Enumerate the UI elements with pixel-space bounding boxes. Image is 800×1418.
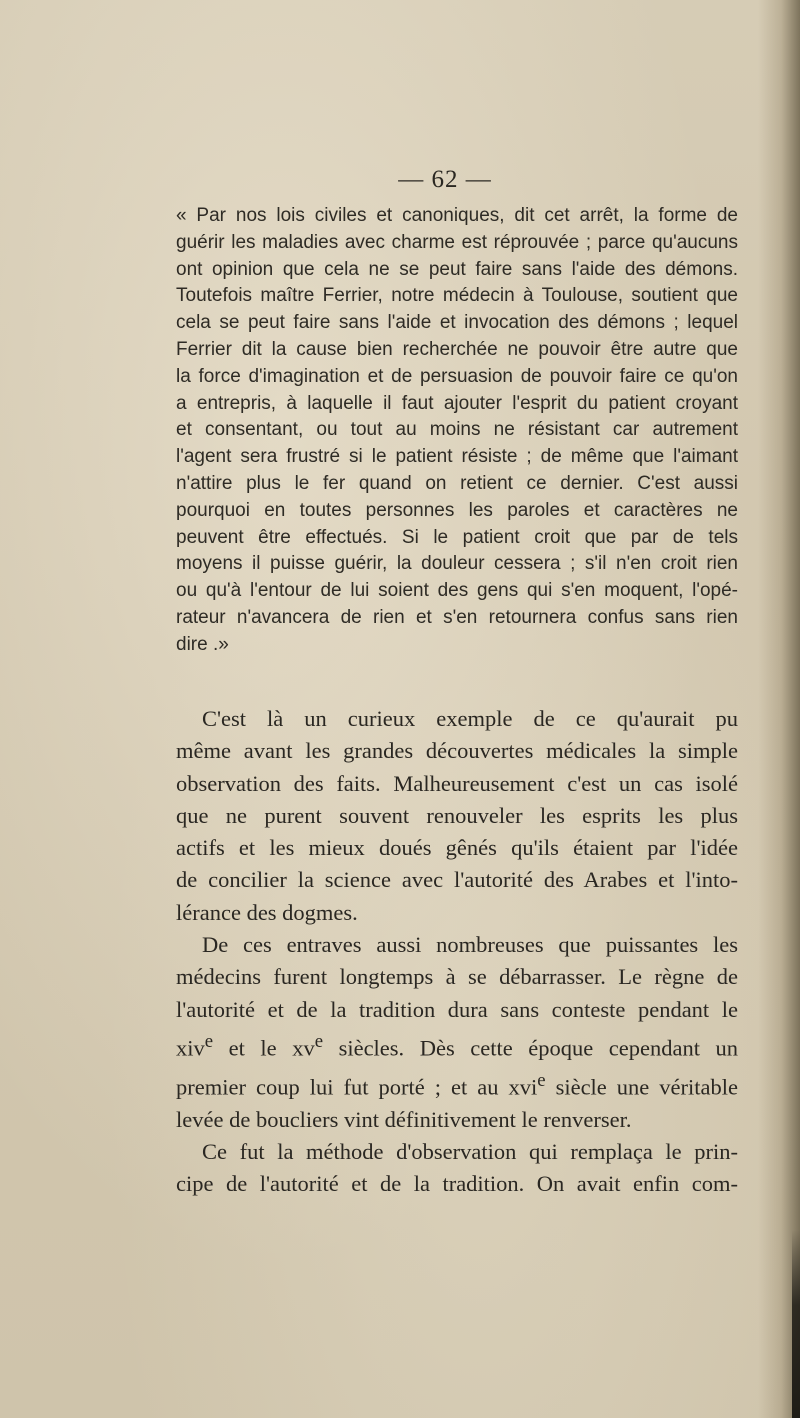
quote-line: guérir les maladies avec charme est réprouvée ; parce qu'aucuns (176, 231, 738, 253)
quote-line: a entrepris, à laquelle il faut ajouter l'esprit du patient croyant (176, 392, 738, 414)
quote-line: cela se peut faire sans l'aide et invocation des démons ; lequel (176, 312, 738, 334)
body-line: lérance des dogmes. (176, 899, 358, 925)
ordinal-suffix: e (537, 1069, 546, 1091)
quote-line: Toutefois maître Ferrier, notre médecin à Toulouse, soutient que (176, 285, 738, 307)
text-fragment: siècle une véritable (545, 1074, 738, 1100)
roman-century: et le xv (213, 1035, 315, 1061)
ordinal-suffix: e (314, 1030, 324, 1052)
body-line: C'est là un curieux exemple de ce qu'aurait pu (202, 706, 738, 731)
body-line: de concilier la science avec l'autorité des Arabes et l'into- (176, 867, 738, 893)
body-line-xvi (176, 1065, 738, 1104)
roman-century: xiv (176, 1035, 205, 1061)
body-line: levée de boucliers vint définitivement le renverser. (176, 1106, 632, 1132)
quote-line: peuvent être effectués. Si le patient croit que par de tels (176, 526, 738, 548)
quote-line: rateur n'avancera de rien et s'en retournera confus sans rien (176, 606, 738, 628)
page-edge-shadow (758, 0, 800, 1418)
quote-line: la force d'imagination et de persuasion de pouvoir faire ce qu'on (176, 365, 738, 387)
body-line: médecins furent longtemps à se débarrasser. Le règne de (176, 964, 738, 990)
quote-line: ont opinion que cela ne se peut faire sans l'aide des démons. (176, 258, 738, 280)
quote-line: moyens il puisse guérir, la douleur cessera ; s'il n'en croit rien (176, 553, 738, 575)
page-number: — 62 — (398, 166, 492, 193)
quote-line: pourquoi en toutes personnes les paroles et caractères ne (176, 499, 738, 521)
quote-line: ou qu'à l'entour de lui soient des gens qui s'en moquent, l'opé- (176, 580, 738, 602)
body-line: cipe de l'autorité et de la tradition. On avait enfin com- (176, 1171, 738, 1197)
body-line: que ne purent souvent renouveler les esprits les plus (176, 802, 738, 828)
body-line: actifs et les mieux doués gênés qu'ils étaient par l'idée (176, 835, 738, 861)
page-edge-dark (792, 1230, 800, 1418)
quote-line: n'attire plus le fer quand on retient ce dernier. C'est aussi (176, 472, 738, 494)
quoted-decree (176, 203, 738, 659)
quote-line: et consentant, ou tout au moins ne résistant car autrement (176, 419, 738, 441)
body-line-centuries (176, 1026, 738, 1065)
quote-line: dire .» (176, 633, 229, 655)
body-line: Ce fut la méthode d'observation qui remplaça le prin- (202, 1138, 738, 1164)
body-line: l'autorité et de la tradition dura sans conteste pendant le (176, 996, 738, 1022)
body-line: même avant les grandes découvertes médicales la simple (176, 738, 738, 764)
quote-line: l'agent sera frustré si le patient résiste ; de même que l'aimant (176, 446, 738, 468)
text-fragment: premier coup lui fut porté ; et au xvi (176, 1074, 538, 1100)
body-text (176, 703, 738, 1200)
ordinal-suffix: e (204, 1030, 214, 1052)
quote-line: « Par nos lois civiles et canoniques, dit cet arrêt, la forme de (176, 205, 738, 226)
text-fragment: siècles. Dès cette époque cependant un (323, 1035, 738, 1061)
quote-line: Ferrier dit la cause bien recherchée ne pouvoir être autre que (176, 338, 738, 360)
body-line: observation des faits. Malheureusement c'est un cas isolé (176, 770, 738, 796)
body-line: De ces entraves aussi nombreuses que puissantes les (202, 932, 738, 958)
